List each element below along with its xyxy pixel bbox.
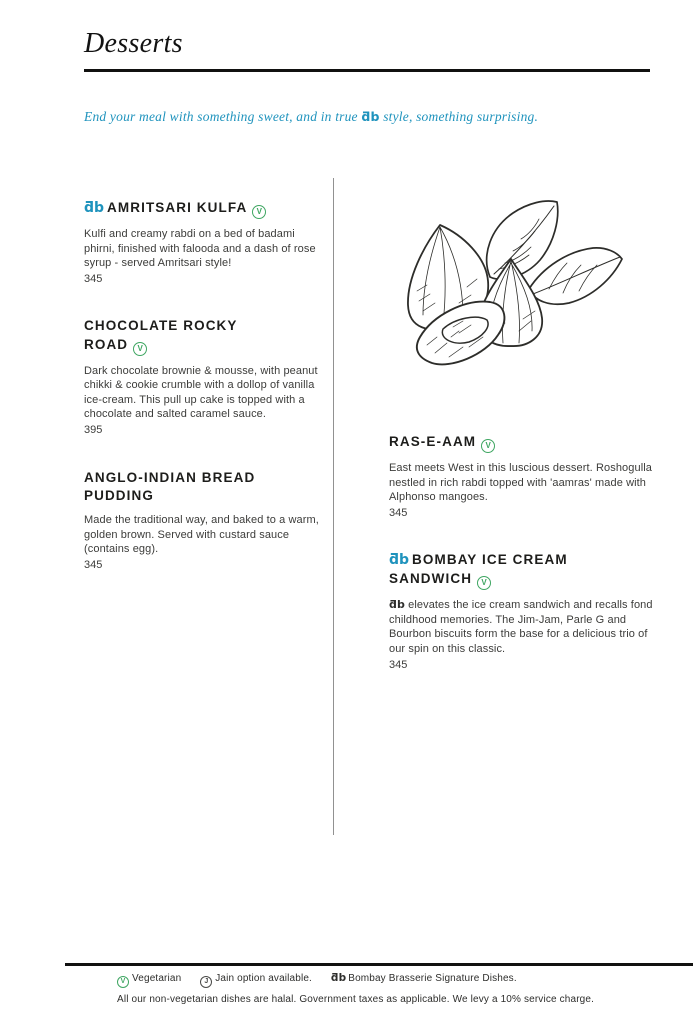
item-name [84,199,286,219]
menu-item-anglo-indian-bread-pudding [84,469,322,573]
hazelnuts-sketch-illustration [393,195,628,387]
vegetarian-icon: V [252,205,266,219]
legend-jain [200,973,312,984]
legend-signature [331,973,517,984]
brand-mark-icon: ƌb [361,109,380,124]
item-name-text: RAS-E-AAM [389,434,477,449]
signature-brand-mark-icon: ƌb [389,552,410,569]
footer-legend [117,972,533,988]
footer-divider-rule [65,963,693,966]
item-price: 345 [389,506,408,519]
menu-item-ras-e-aam [389,433,653,520]
title-divider-rule [84,69,650,72]
brand-mark-icon: ƌb [389,598,405,612]
item-name [389,551,601,590]
item-name-text: CHOCOLATE ROCKY ROAD [84,318,238,352]
legend-label: Vegetarian [132,973,182,984]
item-price: 345 [389,658,408,671]
footer-disclaimer: All our non-vegetarian dishes are halal. Government taxes as applicable. We levy a 10% service charge. [117,994,595,1005]
item-price: 395 [84,423,103,436]
item-description: Kulfi and creamy rabdi on a bed of badami phirni, finished with falooda and a dash of rose syrup - served Amritsari style! [84,228,316,270]
item-name-text: ANGLO-INDIAN BREAD PUDDING [84,469,256,503]
item-description: Dark chocolate brownie & mousse, with peanut chikki & cookie crumble with a dollop of vanilla ice-cream. This pull up cake is topped with a chocolate and salted caramel sauce. [84,364,318,421]
subtitle-text-before: End your meal with something sweet, and in true [84,109,362,124]
item-name [84,469,286,505]
item-description-text: elevates the ice cream sandwich and recalls fond childhood memories. The Jim-Jam, Parle G and Bourbon biscuits form the base for a delicious trio of our spin on this classic. [389,599,653,656]
subtitle-text-after: style, something surprising. [379,109,539,124]
legend-label: Bombay Brasserie Signature Dishes. [348,973,517,984]
page-subtitle [84,109,644,125]
item-name [389,433,601,453]
vegetarian-icon: V [477,576,491,590]
item-name [84,317,286,355]
item-price: 345 [84,558,103,571]
menu-column-left [84,199,322,603]
brand-mark-icon: ƌb [330,972,347,984]
legend-vegetarian [117,973,181,984]
item-name-text: AMRITSARI KULFA [107,200,248,215]
item-description: East meets West in this luscious dessert. Roshogulla nestled in rich rabdi topped with 'aamras' made with Alphonso mangoes. [389,462,653,504]
signature-brand-mark-icon: ƌb [84,200,105,216]
menu-item-bombay-ice-cream-sandwich [389,551,653,672]
menu-column-right [389,195,653,703]
menu-item-amritsari-kulfa [84,199,322,286]
item-description: Made the traditional way, and baked to a warm, golden brown. Served with custard sauce (contains egg). [84,514,319,556]
item-name-text: BOMBAY ICE CREAM SANDWICH [389,552,568,587]
page-title: Desserts [84,28,183,59]
vegetarian-icon: V [117,976,129,988]
vegetarian-icon: V [133,342,147,356]
legend-label: Jain option available. [215,973,312,984]
item-description [389,598,653,656]
item-price: 345 [84,272,103,285]
vegetarian-icon: V [481,439,495,453]
jain-icon: J [200,976,212,988]
menu-item-chocolate-rocky-road [84,317,322,437]
column-divider-line [333,178,334,835]
